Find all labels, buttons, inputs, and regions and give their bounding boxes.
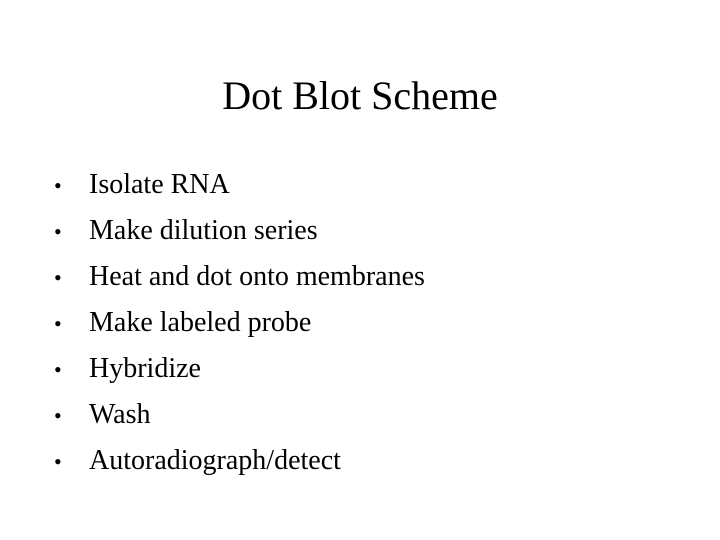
list-item-text: Wash [89,399,151,430]
list-item-text: Hybridize [89,353,201,384]
slide-title: Dot Blot Scheme [222,73,498,118]
list-item [54,438,425,484]
bullet-icon: • [54,357,62,382]
list-item-text: Isolate RNA [89,169,230,200]
list-item-text: Make dilution series [89,215,318,246]
bullet-icon: • [54,449,62,474]
bullet-icon: • [54,311,62,336]
list-item-text: Autoradiograph/detect [89,445,341,476]
list-item [54,346,425,392]
bullet-icon: • [54,403,62,428]
bullet-list [54,162,425,484]
list-item [54,392,425,438]
list-item [54,162,425,208]
bullet-icon: • [54,219,62,244]
list-item-text: Heat and dot onto membranes [89,261,425,292]
list-item [54,254,425,300]
list-item [54,300,425,346]
list-item [54,208,425,254]
list-item-text: Make labeled probe [89,307,312,338]
bullet-icon: • [54,265,62,290]
bullet-icon: • [54,173,62,198]
